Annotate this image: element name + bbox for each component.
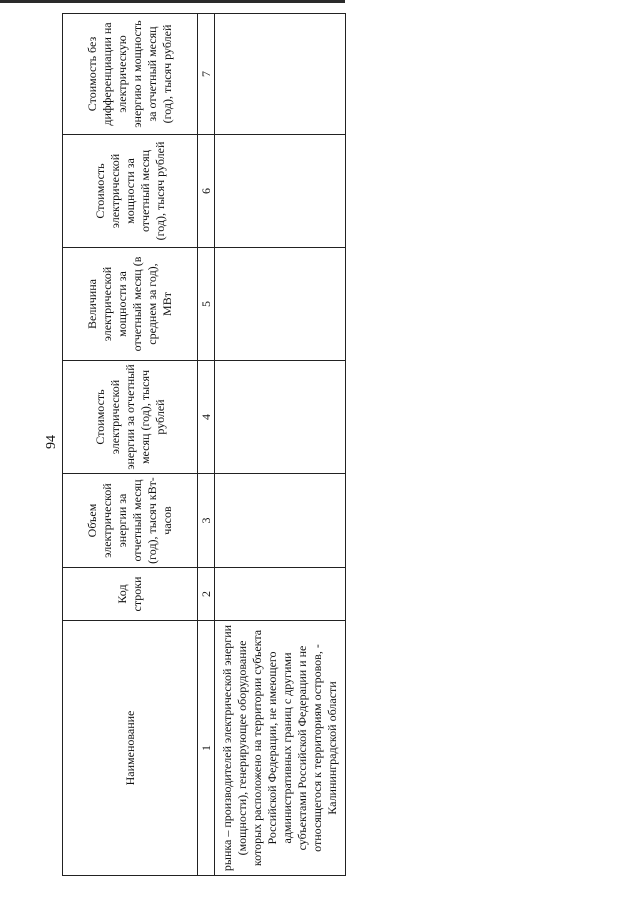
top-border-line [0,0,345,3]
header-row [63,14,198,876]
column-number-2: 2 [198,568,215,621]
column-number-3: 3 [198,474,215,568]
header-capacity: Величина электрической мощности за отчетный месяц (в среднем за год), МВт [63,248,198,361]
header-volume: Объем электрической энергии за отчетный месяц (год), тысяч кВт-часов [63,474,198,568]
table-row [215,14,346,876]
page-number: 94 [44,435,59,449]
row-energy-cost-cell [215,361,346,474]
column-number-row [198,14,215,876]
header-name: Наименование [63,621,198,876]
header-total-cost: Стоимость без дифференциации на электрическую энергию и мощность за отчетный месяц (год), тысяч рублей [63,14,198,135]
column-number-1: 1 [198,621,215,876]
row-code-cell [215,568,346,621]
column-number-5: 5 [198,248,215,361]
rotated-table-wrapper [62,14,338,876]
column-number-7: 7 [198,14,215,135]
column-number-4: 4 [198,361,215,474]
row-capacity-cell [215,248,346,361]
row-volume-cell [215,474,346,568]
header-code: Код строки [63,568,198,621]
row-capacity-cost-cell [215,135,346,248]
row-name-cell: рынка – производителей электрической энергии (мощности), генерирующее оборудование которых расположено на территории субъекта Российской Федерации, не имеющего административных границ с другими субъектами Российской Федерации и не относящегося к территориям островов, - Калининградской области [215,621,346,876]
header-capacity-cost: Стоимость электрической мощности за отчетный месяц (год), тысяч рублей [63,135,198,248]
header-energy-cost: Стоимость электрической энергии за отчетный месяц (год), тысяч рублей [63,361,198,474]
row-total-cost-cell [215,14,346,135]
column-number-6: 6 [198,135,215,248]
report-table [62,13,346,876]
